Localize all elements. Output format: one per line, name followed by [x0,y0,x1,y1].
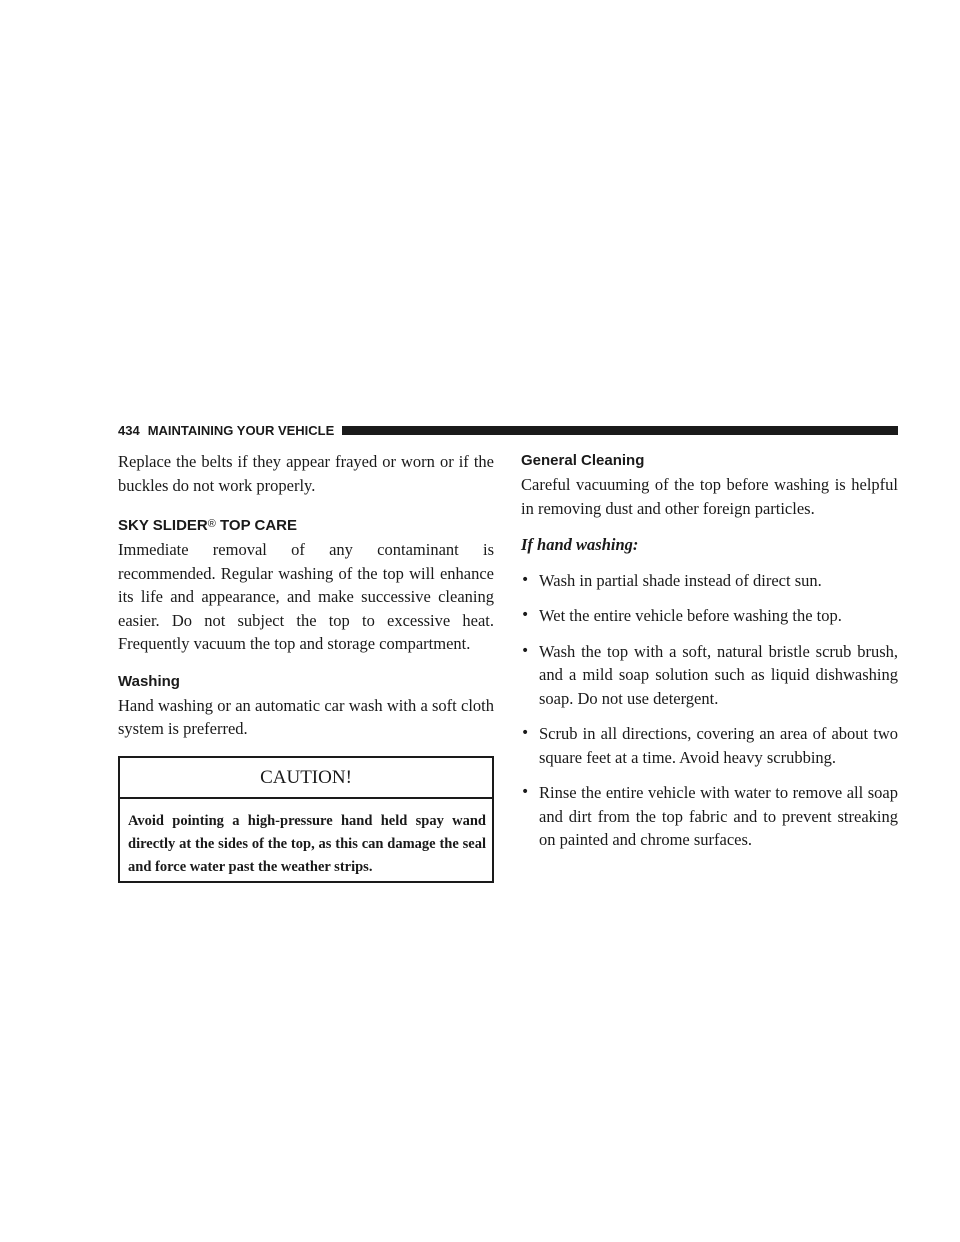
caution-title: CAUTION! [120,758,492,799]
page-number: 434 [118,422,140,438]
heading-text-rest: TOP CARE [215,517,297,534]
section-title: MAINTAINING YOUR VEHICLE [147,422,335,438]
registered-mark: ® [207,518,216,530]
bullet-icon: • [521,784,530,800]
hand-washing-list [521,569,898,852]
list-item-text: Wet the entire vehicle before washing the top. [539,606,842,625]
left-column [118,450,494,883]
list-item [521,722,898,769]
list-item [521,604,898,628]
top-care-paragraph: Immediate removal of any contaminant is recommended. Regular washing of the top will enhance its life and appearance, and make successive cleaning easier. Do not subject the top to excessive heat. Frequently vacuum the top and storage compartment. [118,540,494,653]
general-cleaning-heading: General Cleaning [521,452,645,469]
washing-heading: Washing [118,672,180,690]
list-item-text: Wash the top with a soft, natural bristle scrub brush, and a mild soap solution such as liquid dishwashing soap. Do not use detergent. [539,641,898,708]
bullet-icon: • [521,571,530,588]
sky-slider-heading [118,514,494,536]
caution-text: Avoid pointing a high-pressure hand held spay wand directly at the sides of the top, as this can damage the seal and force water past the weather strips. [128,812,486,875]
bullet-icon: • [521,725,530,741]
list-item [521,781,898,852]
heading-text: SKY SLIDER [118,517,208,534]
list-item-text: Scrub in all directions, covering an area of about two square feet at a time. Avoid heavy scrubbing. [539,724,898,767]
list-item [521,640,898,711]
washing-paragraph: Hand washing or an automatic car wash with a soft cloth system is preferred. [118,695,494,738]
page-header [118,422,898,438]
right-column [521,450,898,852]
list-item-text: Wash in partial shade instead of direct sun. [539,570,822,590]
list-item [521,569,898,593]
list-item-text: Rinse the entire vehicle with water to remove all soap and dirt from the top fabric and to prevent streaking on painted and chrome surfaces. [539,783,898,849]
general-cleaning-paragraph: Careful vacuuming of the top before washing is helpful in removing dust and other foreign particles. [521,475,898,518]
hand-washing-subheading: If hand washing: [521,535,639,554]
header-rule [342,426,898,435]
bullet-icon: • [521,642,530,659]
belts-paragraph: Replace the belts if they appear frayed or worn or if the buckles do not work properly. [118,452,494,495]
bullet-icon: • [521,607,530,623]
caution-box [118,756,494,883]
